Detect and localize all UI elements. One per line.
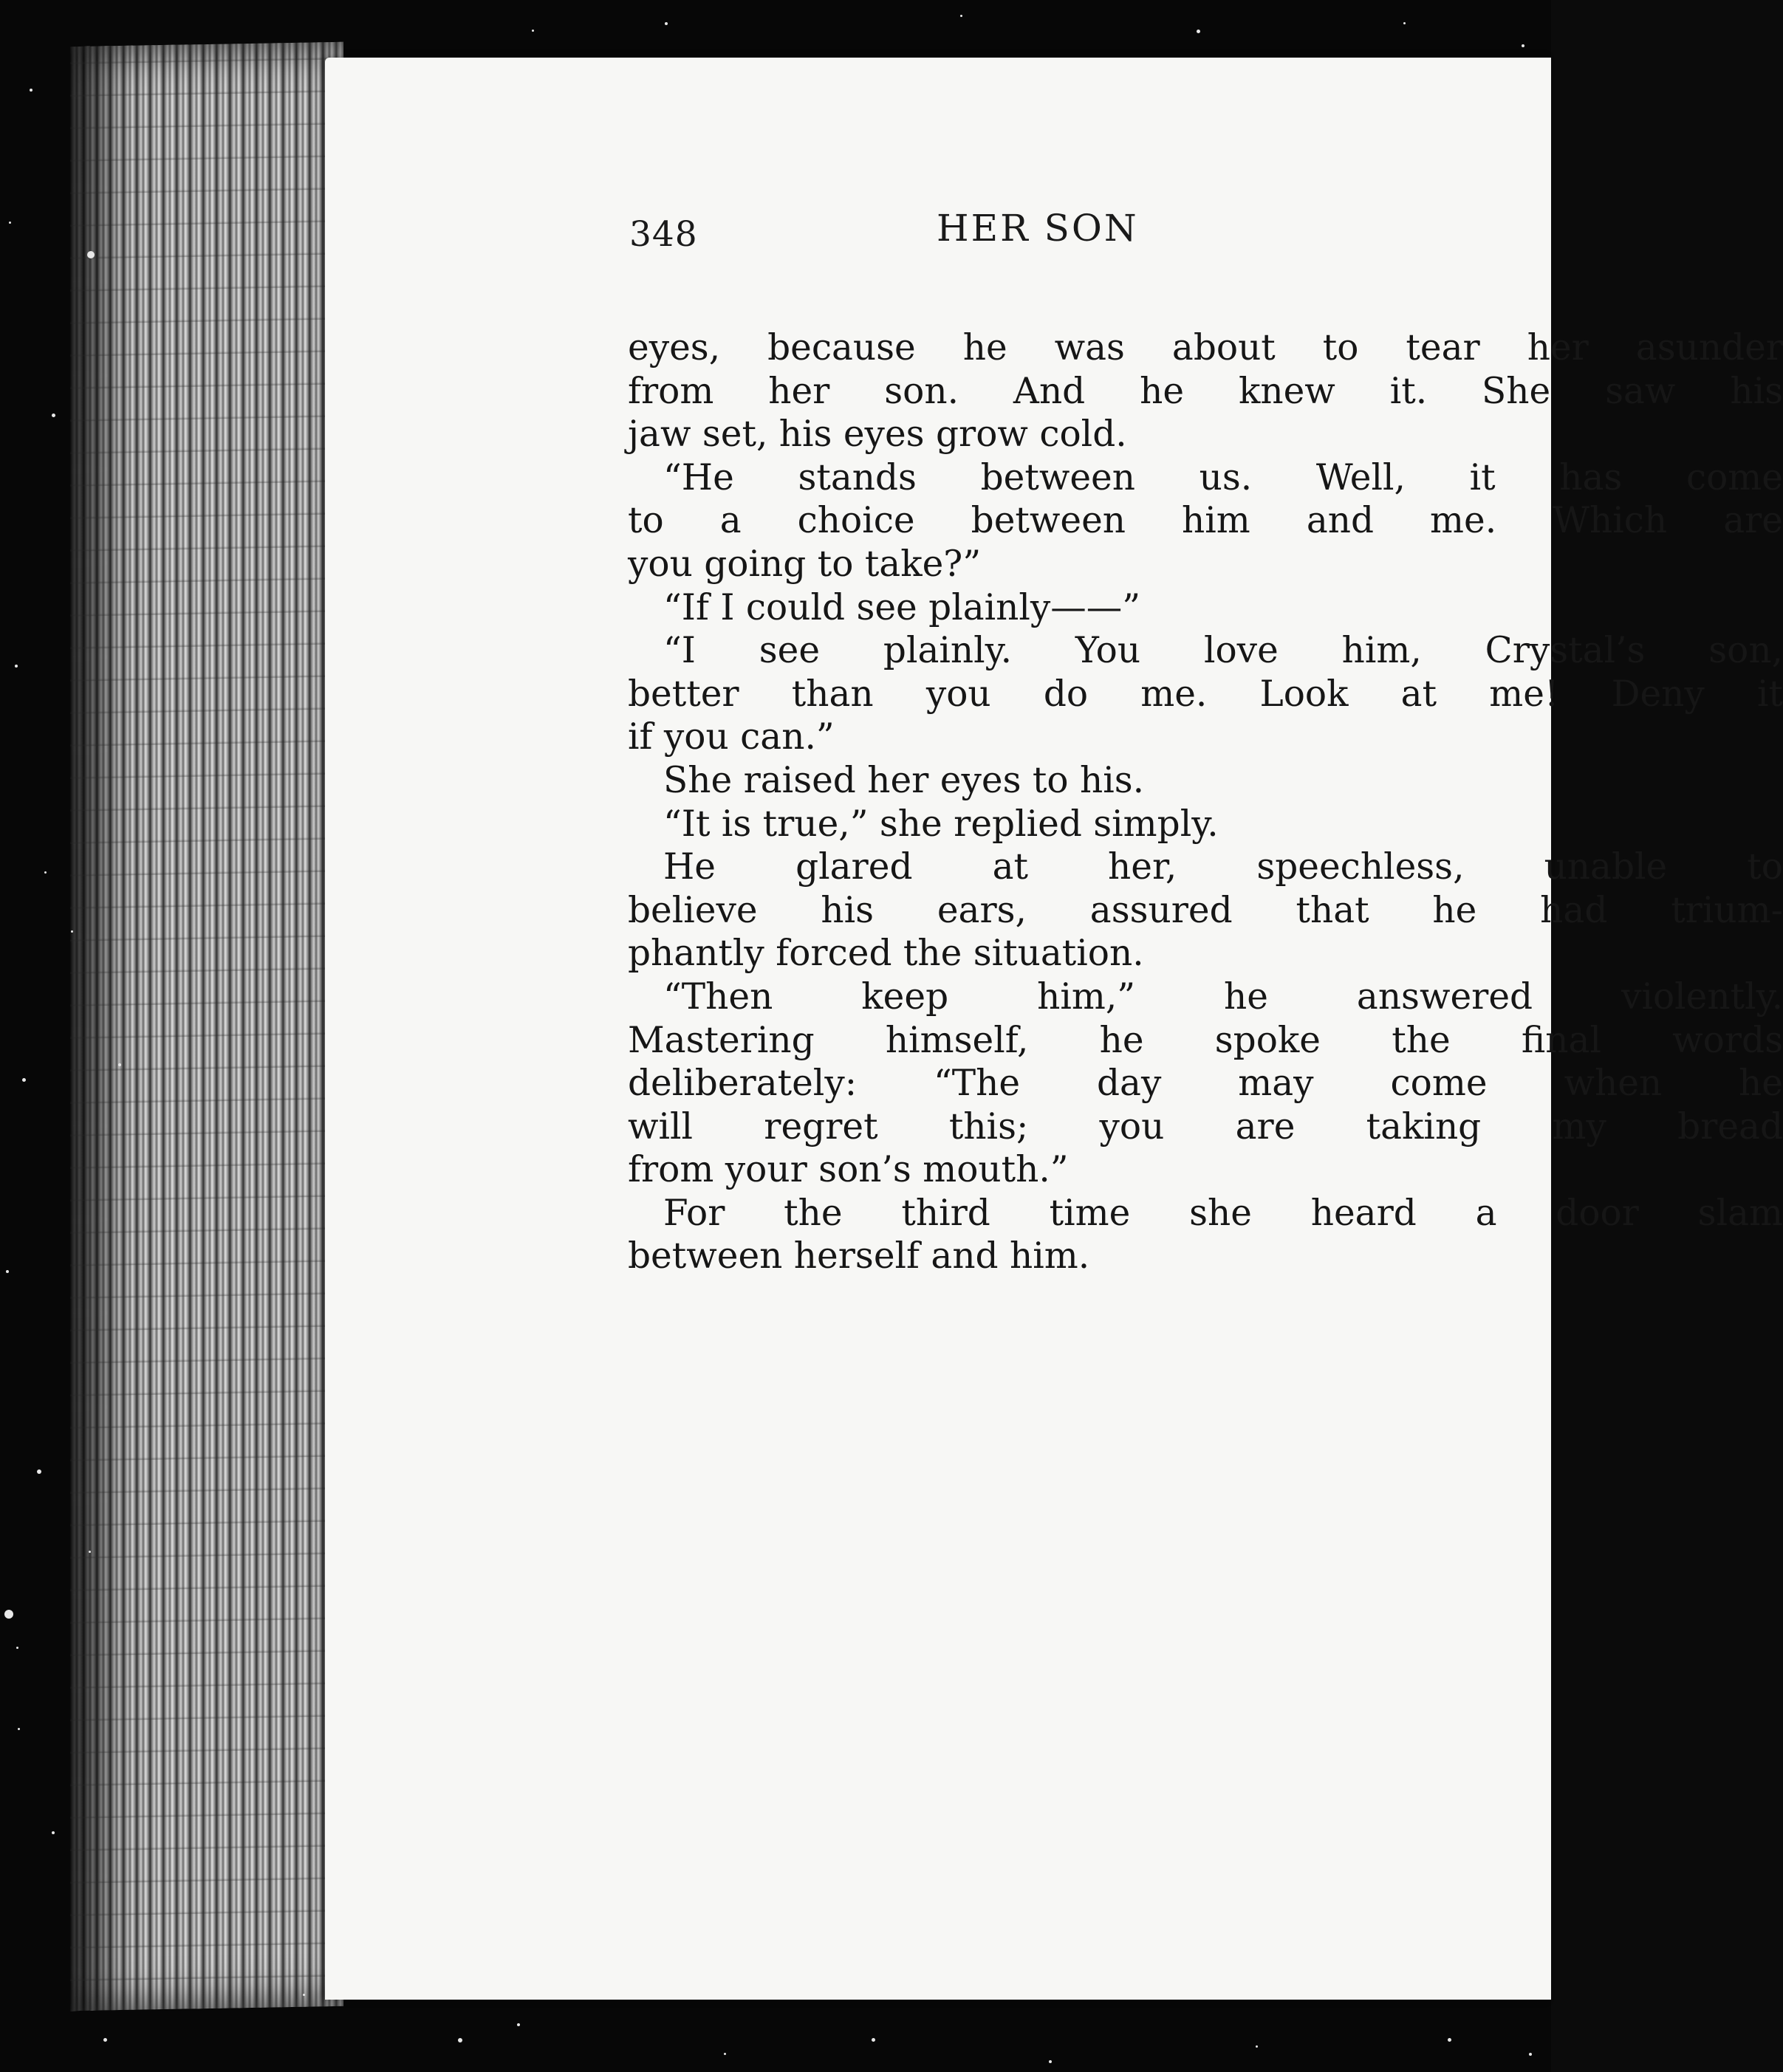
dust-speck bbox=[872, 2038, 875, 2042]
dust-speck bbox=[44, 871, 47, 874]
body-text bbox=[628, 326, 1783, 1278]
text-line: For the third time she heard a door slam bbox=[663, 1192, 1783, 1234]
dust-speck bbox=[1529, 2053, 1532, 2056]
dust-speck bbox=[532, 30, 534, 32]
dust-speck bbox=[1049, 2060, 1052, 2063]
dust-speck bbox=[89, 1551, 91, 1553]
dust-speck bbox=[71, 930, 73, 933]
text-line: from your son’s mouth.” bbox=[628, 1149, 1069, 1191]
dust-speck bbox=[1522, 44, 1524, 47]
text-line: “It is true,” she replied simply. bbox=[663, 803, 1219, 845]
dust-speck bbox=[52, 414, 55, 417]
text-line: better than you do me. Look at me! Deny it bbox=[628, 673, 1783, 715]
text-line: He glared at her, speechless, unable to bbox=[663, 846, 1783, 888]
dust-speck bbox=[103, 2038, 107, 2042]
dust-speck bbox=[6, 1270, 9, 1273]
dust-speck bbox=[30, 89, 32, 92]
dust-speck bbox=[118, 1063, 121, 1066]
text-line: phantly forced the situation. bbox=[628, 933, 1144, 975]
dust-speck bbox=[1403, 22, 1406, 24]
text-line: between herself and him. bbox=[628, 1235, 1090, 1277]
text-line: will regret this; you are taking my bread bbox=[628, 1105, 1783, 1148]
text-line: believe his ears, assured that he had trium- bbox=[628, 889, 1783, 931]
dust-speck bbox=[458, 2038, 462, 2042]
text-line: jaw set, his eyes grow cold. bbox=[628, 414, 1127, 456]
text-line: from her son. And he knew it. She saw his bbox=[628, 370, 1783, 412]
text-line: deliberately: “The day may come when he bbox=[628, 1063, 1783, 1105]
book-page-edges bbox=[70, 42, 343, 2011]
dust-speck bbox=[9, 222, 11, 224]
text-line: eyes, because he was about to tear her asunder bbox=[628, 327, 1783, 368]
text-line: if you can.” bbox=[628, 716, 835, 758]
text-line: She raised her eyes to his. bbox=[663, 759, 1145, 801]
dust-speck bbox=[1197, 30, 1200, 33]
dust-speck bbox=[303, 1994, 305, 1996]
dust-speck bbox=[4, 1610, 13, 1619]
dust-speck bbox=[960, 15, 962, 17]
running-head: HER SON bbox=[937, 207, 1139, 250]
dust-speck bbox=[16, 1647, 18, 1649]
dust-speck bbox=[87, 251, 95, 258]
text-line: you going to take?” bbox=[628, 543, 982, 585]
dust-speck bbox=[517, 2023, 520, 2026]
text-line: “I see plainly. You love him, Crystal’s son, bbox=[663, 630, 1783, 672]
dust-speck bbox=[52, 1831, 55, 1834]
text-line: “If I could see plainly——” bbox=[663, 586, 1141, 628]
dust-speck bbox=[18, 1728, 20, 1730]
text-line: to a choice between him and me. Which are bbox=[628, 500, 1783, 542]
page-number: 348 bbox=[629, 214, 698, 255]
dust-speck bbox=[15, 665, 18, 668]
dust-speck bbox=[724, 2053, 726, 2055]
dust-speck bbox=[665, 22, 668, 25]
text-line: “He stands between us. Well, it has come bbox=[663, 456, 1783, 498]
text-line: “Then keep him,” he answered violently. bbox=[663, 975, 1783, 1018]
dust-speck bbox=[1256, 2045, 1258, 2048]
dust-speck bbox=[1448, 2038, 1451, 2042]
text-line: Mastering himself, he spoke the final words bbox=[628, 1019, 1783, 1061]
dust-speck bbox=[37, 1469, 41, 1474]
dust-speck bbox=[22, 1078, 26, 1082]
